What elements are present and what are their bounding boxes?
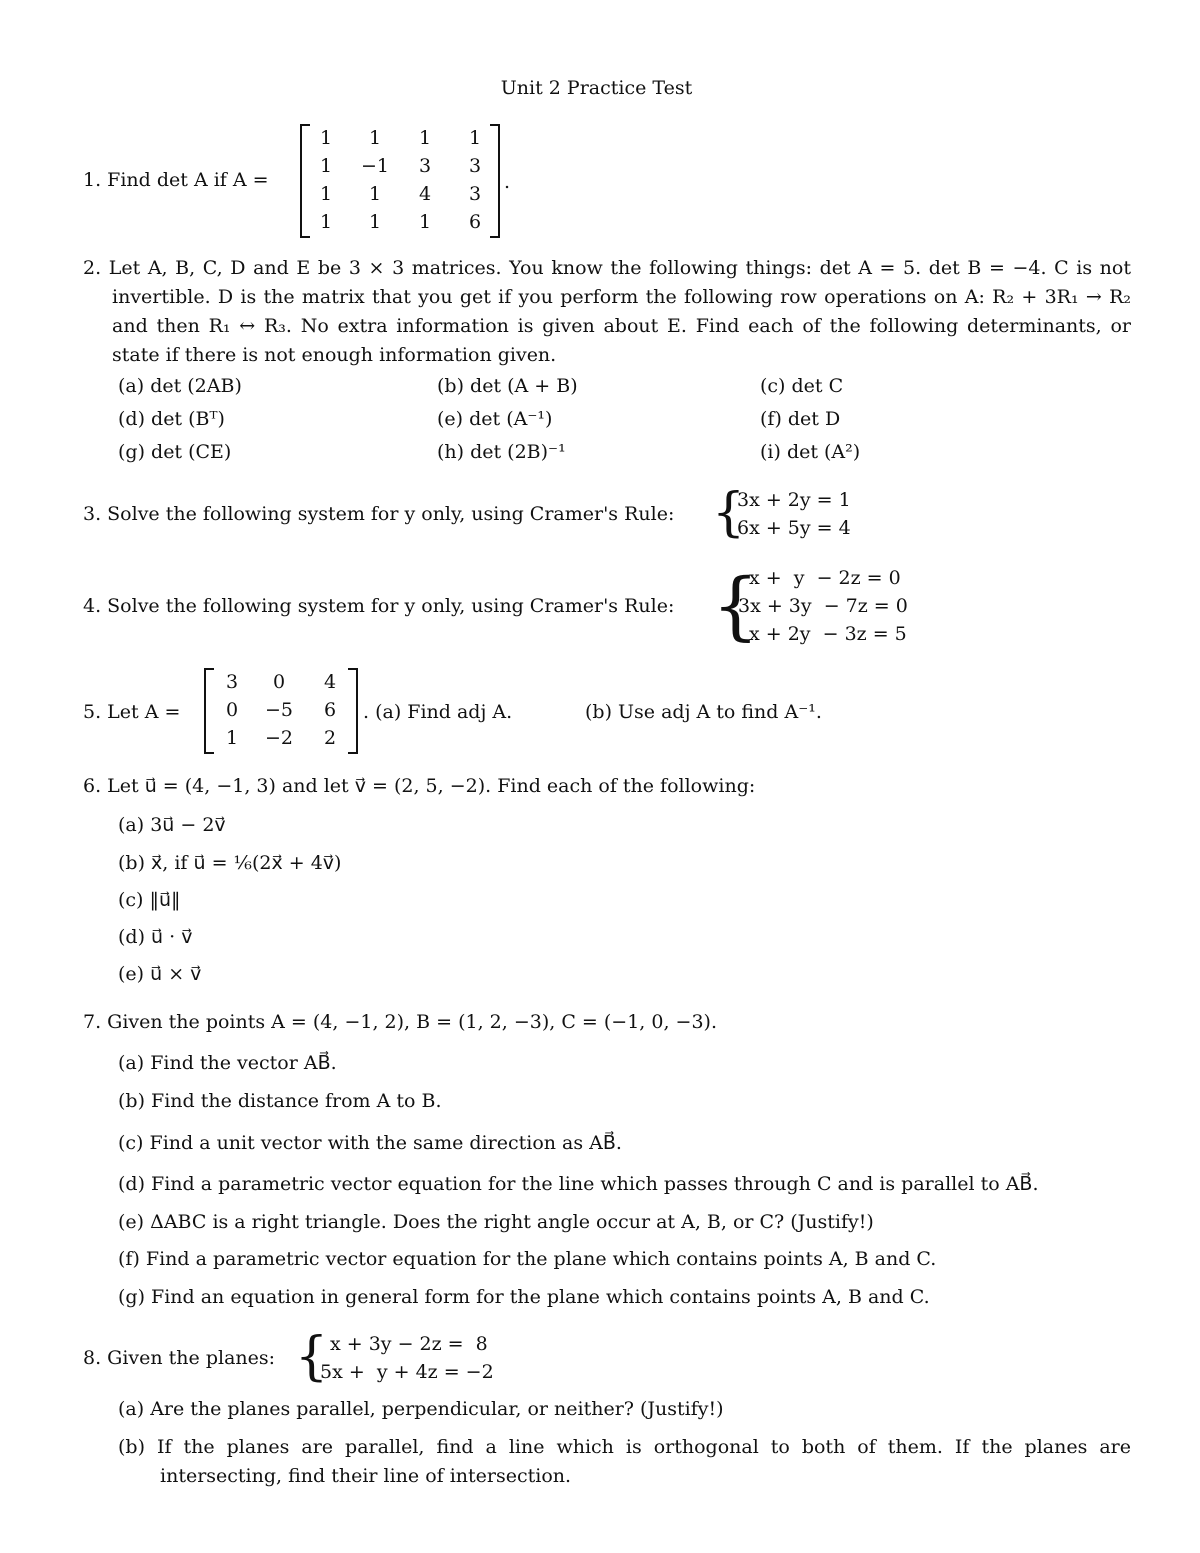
matrix-cell: 6 — [468, 211, 482, 233]
q2-part: (i) det (A²) — [760, 441, 861, 463]
system-equation: x + y − 2z = 0 — [749, 567, 901, 589]
question-3-text: 3. Solve the following system for y only, using Cramer's Rule: — [83, 503, 675, 525]
q1-period: . — [504, 171, 511, 193]
matrix-cell: 3 — [418, 155, 432, 177]
question-5-text: 5. Let A = — [83, 701, 181, 723]
q2-part: (b) det (A + B) — [437, 375, 578, 397]
matrix-cell: 1 — [319, 127, 333, 149]
system-brace: { — [295, 1327, 329, 1387]
q5-part-a: . (a) Find adj A. — [363, 701, 513, 723]
q8-part-b-text: (b) If the planes are parallel, find a line which is orthogonal to both of them. If the planes are intersecting, find their line of intersection. — [118, 1436, 1131, 1487]
matrix-cell: 4 — [323, 671, 337, 693]
question-8-text: 8. Given the planes: — [83, 1347, 276, 1369]
q7-part: (c) Find a unit vector with the same direction as AB⃗. — [118, 1132, 622, 1154]
question-7-text: 7. Given the points A = (4, −1, 2), B = (1, 2, −3), C = (−1, 0, −3). — [83, 1011, 718, 1033]
system-equation: 5x + y + 4z = −2 — [320, 1361, 494, 1383]
matrix-cell: −1 — [360, 155, 389, 177]
matrix-cell: 1 — [368, 211, 382, 233]
matrix-cell: 1 — [368, 127, 382, 149]
question-2-text — [83, 254, 1131, 370]
q6-part: (e) u⃗ × v⃗ — [118, 963, 202, 985]
q2-part: (g) det (CE) — [118, 441, 232, 463]
system-equation: 6x + 5y = 4 — [737, 517, 851, 539]
question-4-text: 4. Solve the following system for y only, using Cramer's Rule: — [83, 595, 675, 617]
matrix-cell: 4 — [418, 183, 432, 205]
matrix-cell: 1 — [418, 127, 432, 149]
matrix-cell: 1 — [319, 155, 333, 177]
q2-part: (f) det D — [760, 408, 841, 430]
q7-part: (a) Find the vector AB⃗. — [118, 1052, 337, 1074]
matrix-cell: 1 — [225, 727, 239, 749]
question-1-text: 1. Find det A if A = — [83, 169, 269, 191]
matrix-cell: 3 — [468, 155, 482, 177]
system-equation: 3x + 3y − 7z = 0 — [738, 595, 908, 617]
matrix-cell: 1 — [319, 183, 333, 205]
q6-part: (b) x⃗, if u⃗ = ⅙(2x⃗ + 4v⃗) — [118, 852, 342, 874]
question-2-paragraph: 2. Let A, B, C, D and E be 3 × 3 matrices. You know the following things: det A = 5. det B = −4. C is not invertible. D is the matrix that you get if you perform the following row operations on A: R₂ + 3R₁ → R₂ and then R₁ ↔ R₃. No extra information is given about E. Find each of the following determinants, or state if there is not enough information given. — [83, 257, 1131, 366]
system-equation: x + 3y − 2z = 8 — [330, 1333, 488, 1355]
q7-part: (b) Find the distance from A to B. — [118, 1090, 442, 1112]
q7-part: (e) ΔABC is a right triangle. Does the right angle occur at A, B, or C? (Justify!) — [118, 1211, 874, 1233]
matrix-cell: 1 — [468, 127, 482, 149]
q7-part: (d) Find a parametric vector equation for the line which passes through C and is parallel to AB⃗. — [118, 1173, 1039, 1195]
q7-part: (f) Find a parametric vector equation for the plane which contains points A, B and C. — [118, 1248, 937, 1270]
q1-matrix — [300, 124, 500, 238]
matrix-cell: 0 — [225, 699, 239, 721]
system-equation: 3x + 2y = 1 — [737, 489, 851, 511]
q6-part: (a) 3u⃗ − 2v⃗ — [118, 814, 226, 836]
matrix-cell: −5 — [264, 699, 293, 721]
matrix-cell: 6 — [323, 699, 337, 721]
q2-part: (c) det C — [760, 375, 844, 397]
matrix-cell: 1 — [368, 183, 382, 205]
matrix-cell: 2 — [323, 727, 337, 749]
q8-part-a: (a) Are the planes parallel, perpendicular, or neither? (Justify!) — [118, 1398, 724, 1420]
system-brace: { — [712, 483, 746, 543]
q5-part-b: (b) Use adj A to find A⁻¹. — [585, 701, 822, 723]
q5-matrix — [204, 668, 358, 754]
q2-part: (d) det (Bᵀ) — [118, 408, 225, 430]
q8-part-b — [118, 1433, 1131, 1491]
matrix-cell: 3 — [225, 671, 239, 693]
matrix-cell: 1 — [418, 211, 432, 233]
matrix-cell: 1 — [319, 211, 333, 233]
q2-part: (h) det (2B)⁻¹ — [437, 441, 566, 463]
q7-part: (g) Find an equation in general form for the plane which contains points A, B and C. — [118, 1286, 930, 1308]
q6-part: (c) ‖u⃗‖ — [118, 889, 181, 911]
matrix-cell: −2 — [264, 727, 293, 749]
q2-part: (e) det (A⁻¹) — [437, 408, 553, 430]
page-title: Unit 2 Practice Test — [500, 77, 693, 99]
matrix-cell: 0 — [272, 671, 286, 693]
system-brace: { — [712, 563, 760, 649]
q6-part: (d) u⃗ · v⃗ — [118, 926, 193, 948]
system-equation: x + 2y − 3z = 5 — [749, 623, 907, 645]
q2-part: (a) det (2AB) — [118, 375, 242, 397]
question-6-text: 6. Let u⃗ = (4, −1, 3) and let v⃗ = (2, 5, −2). Find each of the following: — [83, 775, 756, 797]
matrix-cell: 3 — [468, 183, 482, 205]
